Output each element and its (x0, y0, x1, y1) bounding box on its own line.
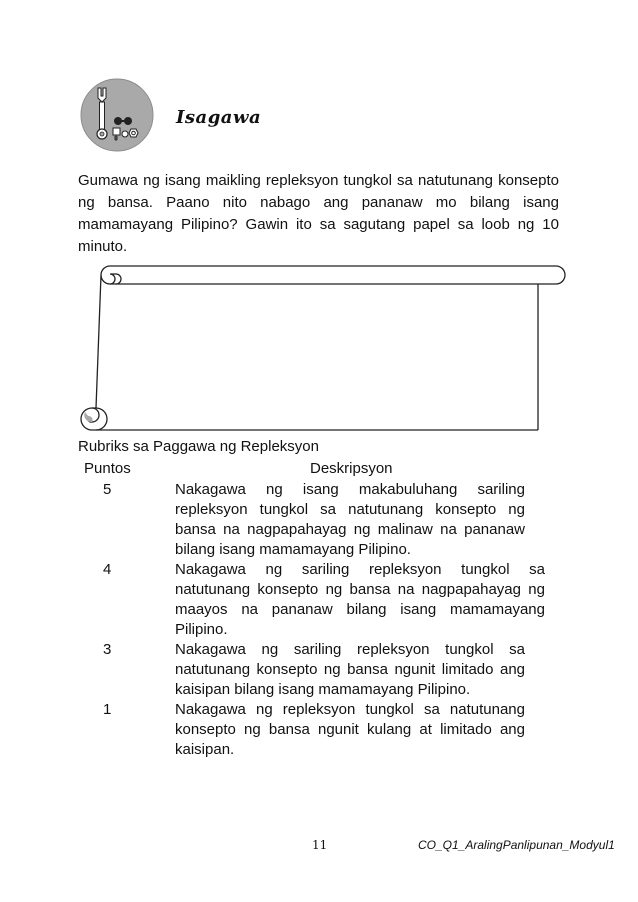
rubric-description: Nakagawa ng isang makabuluhang sariling repleksyon tungkol sa natutunang konsepto ng bansa na nagpapahayag ng malinaw na pananaw bilang isang mamamayang Pilipino. (175, 481, 525, 558)
answer-scroll-box (72, 258, 568, 438)
section-title: Isagawa (176, 107, 262, 128)
rubric-points: 5 (103, 481, 112, 498)
rubric-points-header: Puntos (84, 460, 131, 477)
rubric-table (78, 480, 548, 760)
rubric-row (78, 560, 548, 640)
footer-module-code: CO_Q1_AralingPanlipunan_Modyul1 (418, 838, 615, 852)
rubric-row (78, 640, 548, 700)
instructions-paragraph: Gumawa ng isang maikling repleksyon tungkol sa natutunang konsepto ng bansa. Paano nito nabago ang pananaw mo bilang isang mamamayang Pilipino? Gawin ito sa sagutang papel sa loob ng 10 minuto. (78, 172, 559, 255)
rubric-description: Nakagawa ng repleksyon tungkol sa natutunang konsepto ng bansa ngunit kulang at limitado ang kaisipan. (175, 701, 525, 758)
rubric-description-header: Deskripsyon (310, 460, 393, 477)
tools-icon (80, 78, 154, 152)
page-number: 11 (312, 838, 328, 852)
rubric-points: 4 (103, 561, 112, 578)
rubric-title: Rubriks sa Paggawa ng Repleksyon (78, 438, 319, 455)
rubric-row (78, 700, 548, 760)
rubric-description: Nakagawa ng sariling repleksyon tungkol sa natutunang konsepto ng bansa ngunit limitado ang kaisipan bilang isang mamamayang Pilipino. (175, 641, 525, 698)
rubric-points: 1 (103, 701, 112, 718)
rubric-points: 3 (103, 641, 112, 658)
rubric-description: Nakagawa ng sariling repleksyon tungkol sa natutunang konsepto ng bansa na nagpapahayag ng maayos na pananaw bilang isang mamamayang Pilipino. (175, 561, 545, 638)
rubric-row (78, 480, 548, 560)
